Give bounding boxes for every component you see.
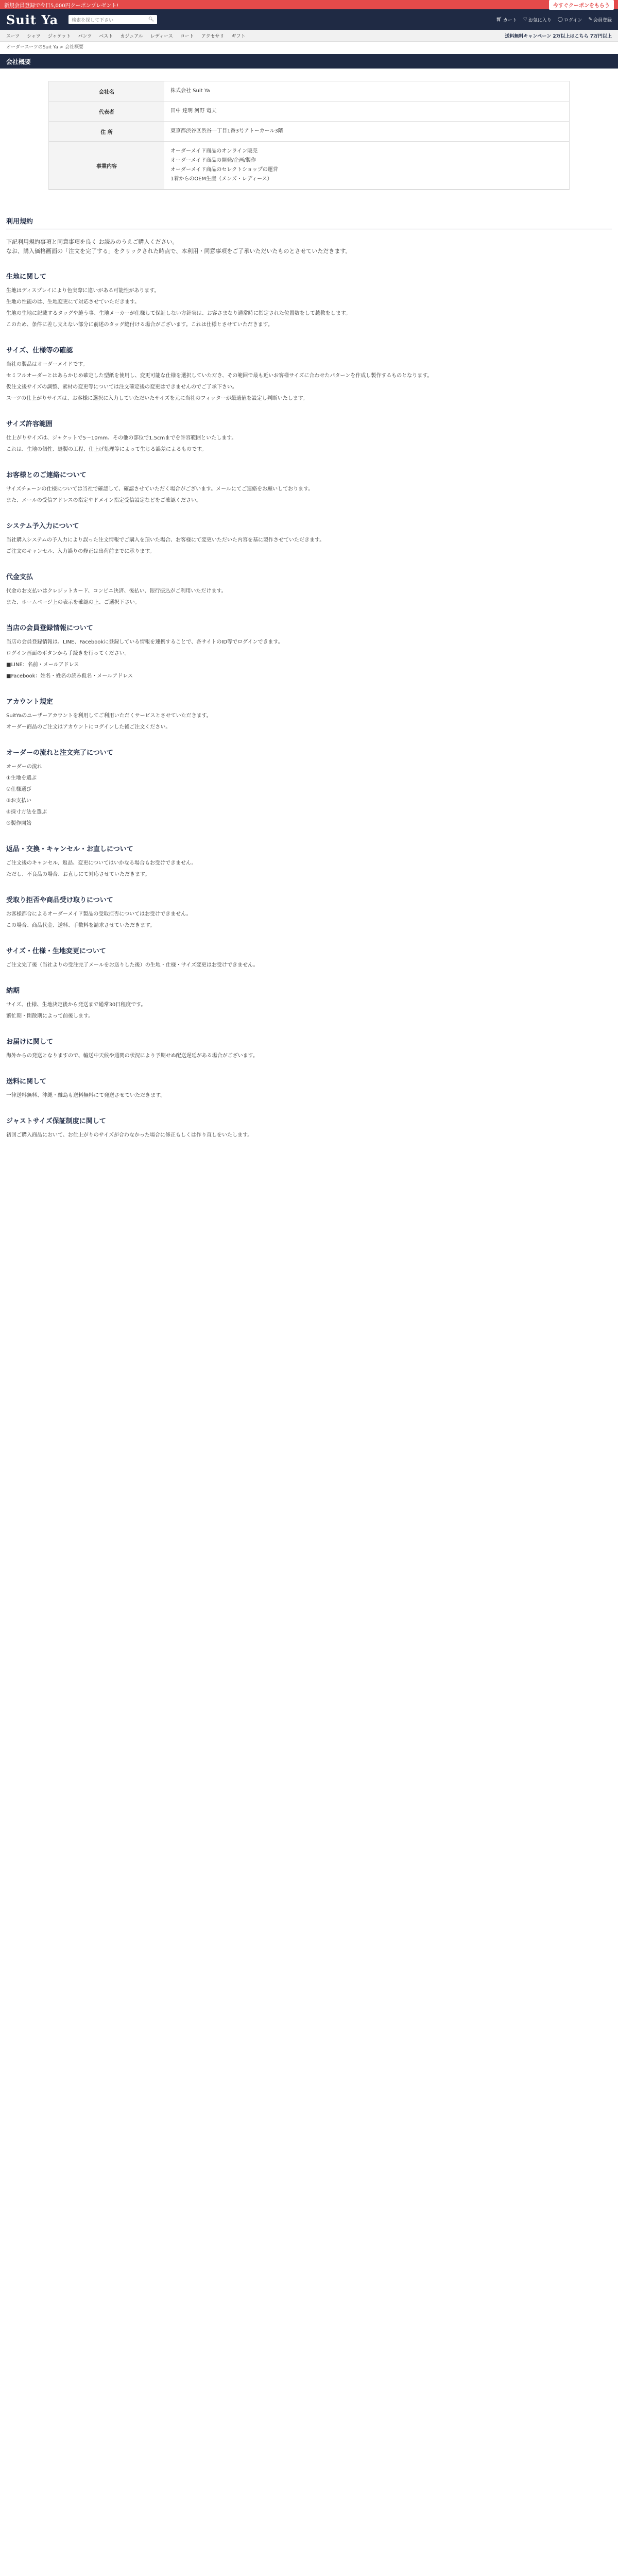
company-label: 代表者 — [49, 101, 164, 122]
section-paragraph: サイズチェーンの仕様については当社で確認して、確認させていただく場合がございます。メールにてご連絡をお願いしております。 — [6, 486, 314, 493]
section-paragraph: ログイン画面のボタンから手続きを行ってください。 — [6, 651, 130, 657]
table-row — [49, 101, 569, 122]
nav-item[interactable]: カジュアル — [120, 33, 143, 39]
section-paragraph: 仮注文後サイズの調整、素材の変更等については注文確定後の変更はできませんのでご了承下さい。 — [6, 384, 237, 391]
nav-item[interactable]: コート — [180, 33, 194, 39]
section-heading: お客様とのご連絡について — [6, 471, 87, 480]
section-heading: 生地に関して — [6, 273, 47, 281]
terms-content — [0, 238, 618, 1140]
company-label: 住 所 — [49, 122, 164, 142]
header-cart[interactable] — [496, 16, 517, 23]
search-icon[interactable]: 🔍︎ — [148, 17, 154, 22]
section-paragraph: 一律送料無料、沖縄・離島も送料無料にて発送させていただきます。 — [6, 1093, 166, 1099]
table-row — [49, 142, 569, 190]
header-login[interactable] — [558, 16, 582, 23]
section-paragraph: 当社の製品はオーダーメイドです。 — [6, 362, 88, 368]
terms-section — [6, 571, 612, 607]
section-paragraph: このため、条件に差し支えない部分に前述のタッグ縫付ける場合がございます。これは仕様とさせていただきます。 — [6, 322, 273, 328]
company-label: 事業内容 — [49, 142, 164, 190]
section-heading: オーダーの流れと注文完了について — [6, 749, 113, 757]
terms-section — [6, 418, 612, 454]
section-paragraph: ■Facebook：姓名・姓名の読み仮名・メールアドレス — [6, 673, 133, 680]
header-favorite[interactable] — [523, 16, 552, 23]
company-info-table — [48, 81, 570, 190]
section-paragraph: お客様都合によるオーダーメイド製品の受取拒否についてはお受けできません。 — [6, 911, 192, 918]
register-icon: ✎ — [588, 17, 592, 22]
section-paragraph: ご注文のキャンセル、入力誤りの修正は出荷前までに承ります。 — [6, 549, 155, 555]
header-register[interactable] — [588, 16, 612, 23]
section-paragraph: ご注文完了後（当社よりの受注完了メールをお送りした後）の生地・仕様・サイズ変更はお受けできません。 — [6, 962, 259, 969]
section-heading: お届けに関して — [6, 1038, 54, 1046]
section-heading: サイズ、仕様等の確認 — [6, 347, 73, 355]
section-paragraph: この場合、商品代金、送料、手数料を請求させていただきます。 — [6, 923, 156, 929]
section-heading: 受取り拒否や商品受け取りについて — [6, 896, 113, 905]
site-logo[interactable]: Suit Ya — [6, 12, 59, 27]
section-heading: 代金支払 — [6, 573, 33, 582]
terms-title: 利用規約 — [6, 216, 612, 229]
section-paragraph: ご注文後のキャンセル、返品、変更についてはいかなる場合もお受けできません。 — [6, 860, 197, 867]
promo-text: 新規会員登録で今日5,000円クーポンプレゼント! — [4, 3, 119, 9]
terms-intro: 下記利用規約事項と同意事項を良く お読みのうえご購入ください。 なお、購入価格画面の「注文を完了する」をクリックされた時点で、本利用・同意事項をご了承いただいたものとさせていただきます。 — [6, 239, 351, 255]
section-paragraph: 生地の性能のは、生地変更にて対応させていただきます。 — [6, 299, 140, 306]
company-value: オーダーメイド商品のオンライン販売 オーダーメイド商品の開発/企画/製作 オーダーメイド商品のセレクトショップの運営 1着からのOEM生産（メンズ・レディース） — [164, 142, 569, 190]
terms-section — [6, 747, 612, 828]
terms-section — [6, 843, 612, 879]
header-login-label: ログイン — [563, 18, 582, 23]
nav-item[interactable]: シャツ — [27, 33, 41, 39]
user-icon: ◯ — [557, 17, 563, 22]
section-heading: 送料に関して — [6, 1078, 47, 1086]
nav-item[interactable]: スーツ — [6, 33, 20, 39]
header-register-label: 会員登録 — [593, 18, 612, 23]
nav-item[interactable]: ジャケット — [48, 33, 71, 39]
search-placeholder: 検索を探して下さい — [72, 18, 114, 23]
section-paragraph: セミフルオーダーとはあらかじめ確定した型紙を使用し、変更可能な仕様を選択していただき、その範囲で最も近いお客様サイズに合わせたパターンを作成し製作するものとなります。 — [6, 373, 433, 379]
search-input[interactable] — [68, 15, 157, 24]
section-paragraph: これは、生地の個性、縫製の工程、仕上げ処理等によって生じる誤差によるものです。 — [6, 447, 207, 453]
section-heading: ジャストサイズ保証制度に関して — [6, 1117, 106, 1126]
nav-item[interactable]: レディース — [150, 33, 173, 39]
header-cart-label: カート — [503, 18, 517, 23]
section-heading: サイズ許容範囲 — [6, 420, 53, 429]
header-icons — [496, 16, 612, 23]
terms-section — [6, 622, 612, 681]
section-heading: 当店の会員登録情報について — [6, 624, 93, 633]
company-value: 株式会社 Suit Ya — [164, 81, 569, 101]
category-nav — [0, 30, 618, 42]
terms-section — [6, 520, 612, 556]
section-paragraph: ①生地を選ぶ — [6, 775, 37, 782]
terms-section — [6, 985, 612, 1021]
section-heading: 納期 — [6, 987, 20, 995]
section-paragraph: 繁忙期・閑散期によって前後します。 — [6, 1013, 94, 1020]
section-paragraph: 仕上がりサイズは、ジャケットで5〜10mm、その他の部位で1.5cmまでを許容範囲といたします。 — [6, 435, 237, 442]
section-paragraph: 当社購入システムの予入力により誤った注文情報でご購入を頂いた場合、お客様にて変更いただいた内容を基に製作させていただきます。 — [6, 537, 325, 544]
header-favorite-label: お気に入り — [528, 18, 552, 23]
section-heading: サイズ・仕様・生地変更について — [6, 947, 106, 956]
company-label: 会社名 — [49, 81, 164, 101]
terms-section — [6, 696, 612, 732]
section-paragraph: 初回ご購入商品において、お仕上がりのサイズが合わなかった場合に修正もしくは作り直しをいたします。 — [6, 1132, 253, 1139]
section-paragraph: 海外からの発送となりますので、輸送中天候や通関の状況により予期せぬ配送遅延がある場合がございます。 — [6, 1053, 258, 1059]
section-paragraph: ■LINE：名前・メールアドレス — [6, 662, 79, 668]
section-heading: 返品・交換・キャンセル・お直しについて — [6, 845, 133, 854]
company-value: 東京都渋谷区渋谷一丁目1番3号アトーカール3階 — [164, 122, 569, 142]
section-heading: システム予入力について — [6, 522, 79, 531]
section-paragraph: サイズ、仕様、生地決定後から発送まで通常30日程度です。 — [6, 1002, 146, 1008]
table-row — [49, 122, 569, 142]
section-paragraph: 代金のお支払いはクレジットカード、コンビニ決済、後払い、銀行振込がご利用いただけます。 — [6, 588, 227, 595]
terms-section — [6, 345, 612, 403]
terms-section — [6, 945, 612, 970]
page-title: 会社概要 — [0, 54, 618, 69]
terms-sections — [6, 271, 612, 1140]
nav-item[interactable]: パンツ — [78, 33, 92, 39]
nav-item[interactable]: ベスト — [99, 33, 113, 39]
section-paragraph: スーツの仕上がりサイズは、お客様に選択に入力していただいたサイズを元に当社のフィッターが最適値を設定し判断いたします。 — [6, 396, 308, 402]
section-paragraph: ただし、不良品の場合、お直しにて対応させていただきます。 — [6, 872, 150, 878]
terms-section — [6, 1036, 612, 1060]
nav-item[interactable]: ギフト — [231, 33, 246, 39]
cart-icon: 🛒︎ — [496, 17, 502, 22]
section-paragraph: 生地はディスプレイにより色実際に違いがある可能性があります。 — [6, 288, 160, 294]
shipping-campaign-link[interactable]: 送料無料キャンペーン 2万以上はこちら 7万円以上 — [505, 33, 612, 39]
promo-topbar — [0, 0, 618, 9]
section-heading: アカウント規定 — [6, 698, 53, 706]
nav-item[interactable]: アクセサリ — [201, 33, 225, 39]
table-row — [49, 81, 569, 101]
section-paragraph: 生地の生地に記載するタッグや縫う事、生地メーカーが仕様して保証しない方針実は、お客さまなり通常時に指定された位置数をして越教をします。 — [6, 311, 351, 317]
section-paragraph: ④採寸方法を選ぶ — [6, 809, 47, 816]
heart-icon: ♡ — [523, 17, 527, 22]
section-paragraph: ②仕様選び — [6, 787, 31, 793]
terms-section — [6, 271, 612, 329]
section-paragraph: また、ホームページ上の表示を確認の上、ご選択下さい。 — [6, 600, 140, 606]
terms-section — [6, 1115, 612, 1140]
section-paragraph: オーダー商品のご注文はアカウントにログインした後ご注文ください。 — [6, 724, 171, 731]
terms-section — [6, 894, 612, 930]
section-paragraph: SuitYaのユーザーアカウントを利用してご利用いただくサービスとさせていただきます。 — [6, 713, 212, 719]
breadcrumb: オーダースーツのSuit Ya > 会社概要 — [6, 44, 84, 50]
terms-section — [6, 1076, 612, 1100]
site-header — [0, 9, 618, 30]
section-paragraph: ⑤製作開始 — [6, 821, 31, 827]
terms-section — [6, 469, 612, 505]
section-paragraph: オーダーの流れ — [6, 764, 42, 770]
section-paragraph: 当店の会員登録情報は、LINE、Facebookに登録している情報を連携することで、各サイトのID等でログインできます。 — [6, 639, 283, 646]
company-value: 田中 達明 河野 竜夫 — [164, 101, 569, 122]
section-paragraph: ③お支払い — [6, 798, 31, 804]
get-coupon-button[interactable]: 今すぐクーポンをもらう — [549, 0, 614, 10]
section-paragraph: また、メールの受信アドレスの指定やドメイン指定受信設定などをご確認ください。 — [6, 498, 201, 504]
